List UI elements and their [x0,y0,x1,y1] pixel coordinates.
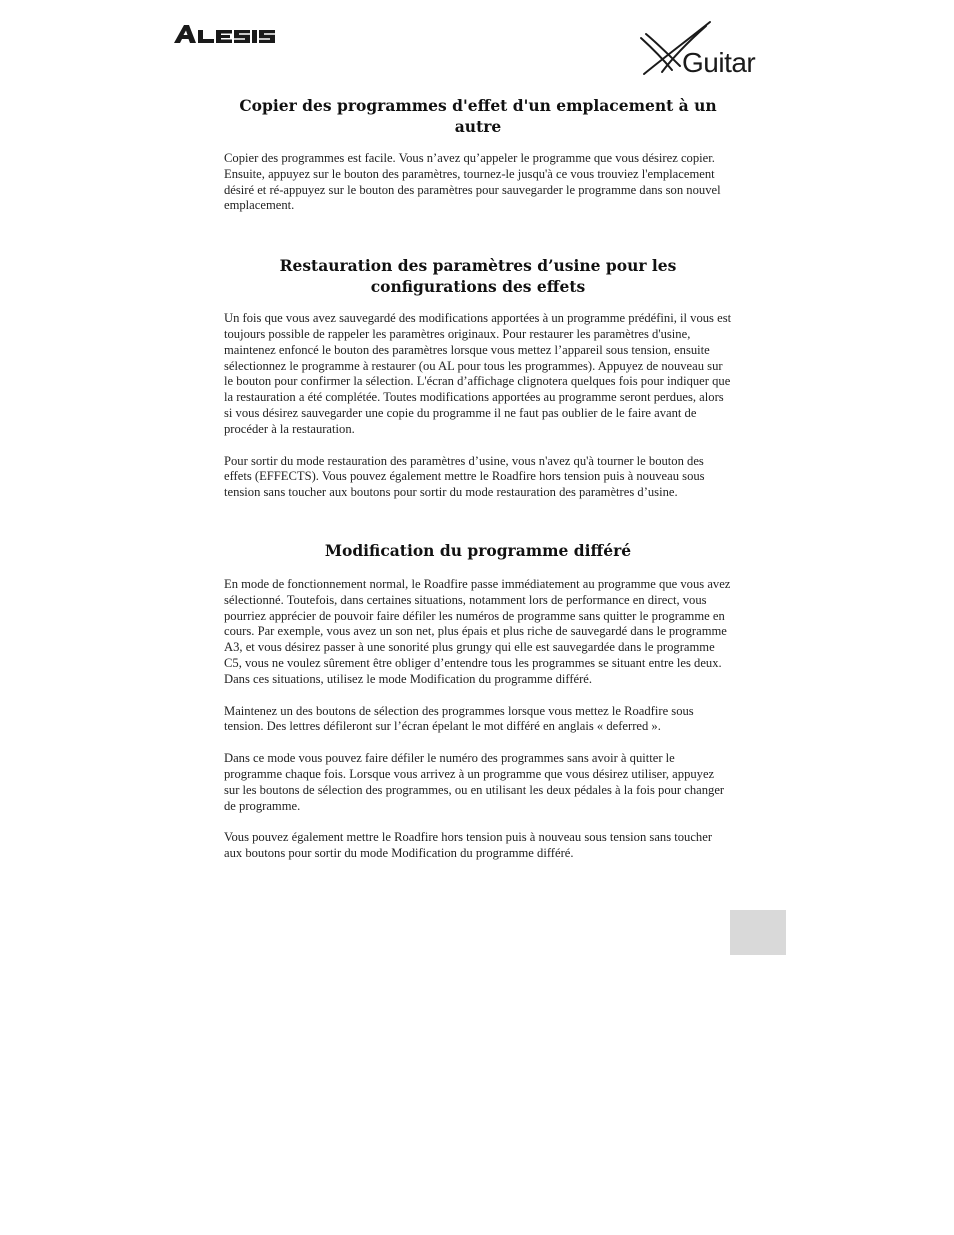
section-title-deferred-change: Modification du programme différé [324,540,632,560]
paragraph-deferred-4: Vous pouvez également mettre le Roadfire hors tension puis à nouveau sous tension sans toucher aux boutons pour sortir du mode Modification du programme différé. [224,830,713,861]
svg-text:Guitar: Guitar [682,47,756,76]
document-body [224,95,732,862]
alesis-logo [174,22,280,44]
section-title-factory-restore: Restauration des paramètres d’usine pour les configurations des effets [279,256,677,297]
section-title-copy-programs: Copier des programmes d'effet d'un emplacement à un autre [239,96,717,136]
paragraph-factory-restore-1: Un fois que vous avez sauvegardé des modifications apportées à un programme prédéfini, il vous est toujours possible de rappeler les paramètres originaux. Pour restaurer les paramètres d'usine, maintenez enfoncé le bouton des paramètres lorsque vous mettez l’appareil sous tension, ensuite sélectionnez le programme à restaurer (ou AL pour tous les programmes). Appuyez de nouveau sur le bouton pour confirmer la sélection. L'écran d’affichage clignotera quelques fois pour indiquer que la restauration a été complétée. Toutes modifications apportées au programme seront perdues, alors si vous désirez sauvegarder une copie du programme il ne faut pas oublier de le faire avant de procéder à la restauration. [224,311,732,436]
paragraph-deferred-3: Dans ce mode vous pouvez faire défiler le numéro des programmes sans avoir à quitter le programme chaque fois. Lorsque vous arrivez à un programme que vous désirez utiliser, appuyez sur les boutons de sélection des programmes, ou en utilisant les deux pédales à la fois pour changer de programme. [224,751,725,813]
paragraph-copy-programs: Copier des programmes est facile. Vous n’avez qu’appeler le programme que vous désirez copier. Ensuite, appuyez sur le bouton des paramètres, tournez-le jusqu'à ce vous trouviez l'emplacement désiré et ré-appuyez sur le bouton des paramètres pour sauvegarder le programme dans son nouvel emplacement. [224,151,721,213]
paragraph-factory-restore-2: Pour sortir du mode restauration des paramètres d’usine, vous n'avez qu'à tourner le bouton des effets (EFFECTS). Vous pouvez également mettre le Roadfire hors tension puis à nouveau sous tension sans toucher aux boutons pour sortir du mode restauration des paramètres d’usine. [224,453,705,500]
paragraph-deferred-1: En mode de fonctionnement normal, le Roadfire passe immédiatement au programme que vous avez sélectionné. Toutefois, dans certaines situations, notamment lors de performance en direct, vous pourriez apprécier de pouvoir faire défiler les numéros de programme sans quitter le programme en cours. Par exemple, vous avez un son net, plus épais et plus riche de sauvegardé dans le programme A3, et vous désirez passer à une sonorité plus grungy qui elle est sauvegardée dans le programme C5, vous ne voulez sûrement être obliger d’entendre tous les programmes se situant entre les deux. Dans ces situations, utilisez le mode Modification du programme différé. [224,576,731,686]
page-number-tab [730,910,786,955]
paragraph-deferred-2: Maintenez un des boutons de sélection des programmes lorsque vous mettez le Roadfire sous tension. Des lettres défileront sur l’écran épelant le mot différé en anglais « deferred ». [224,703,694,734]
xguitar-logo [638,20,770,76]
